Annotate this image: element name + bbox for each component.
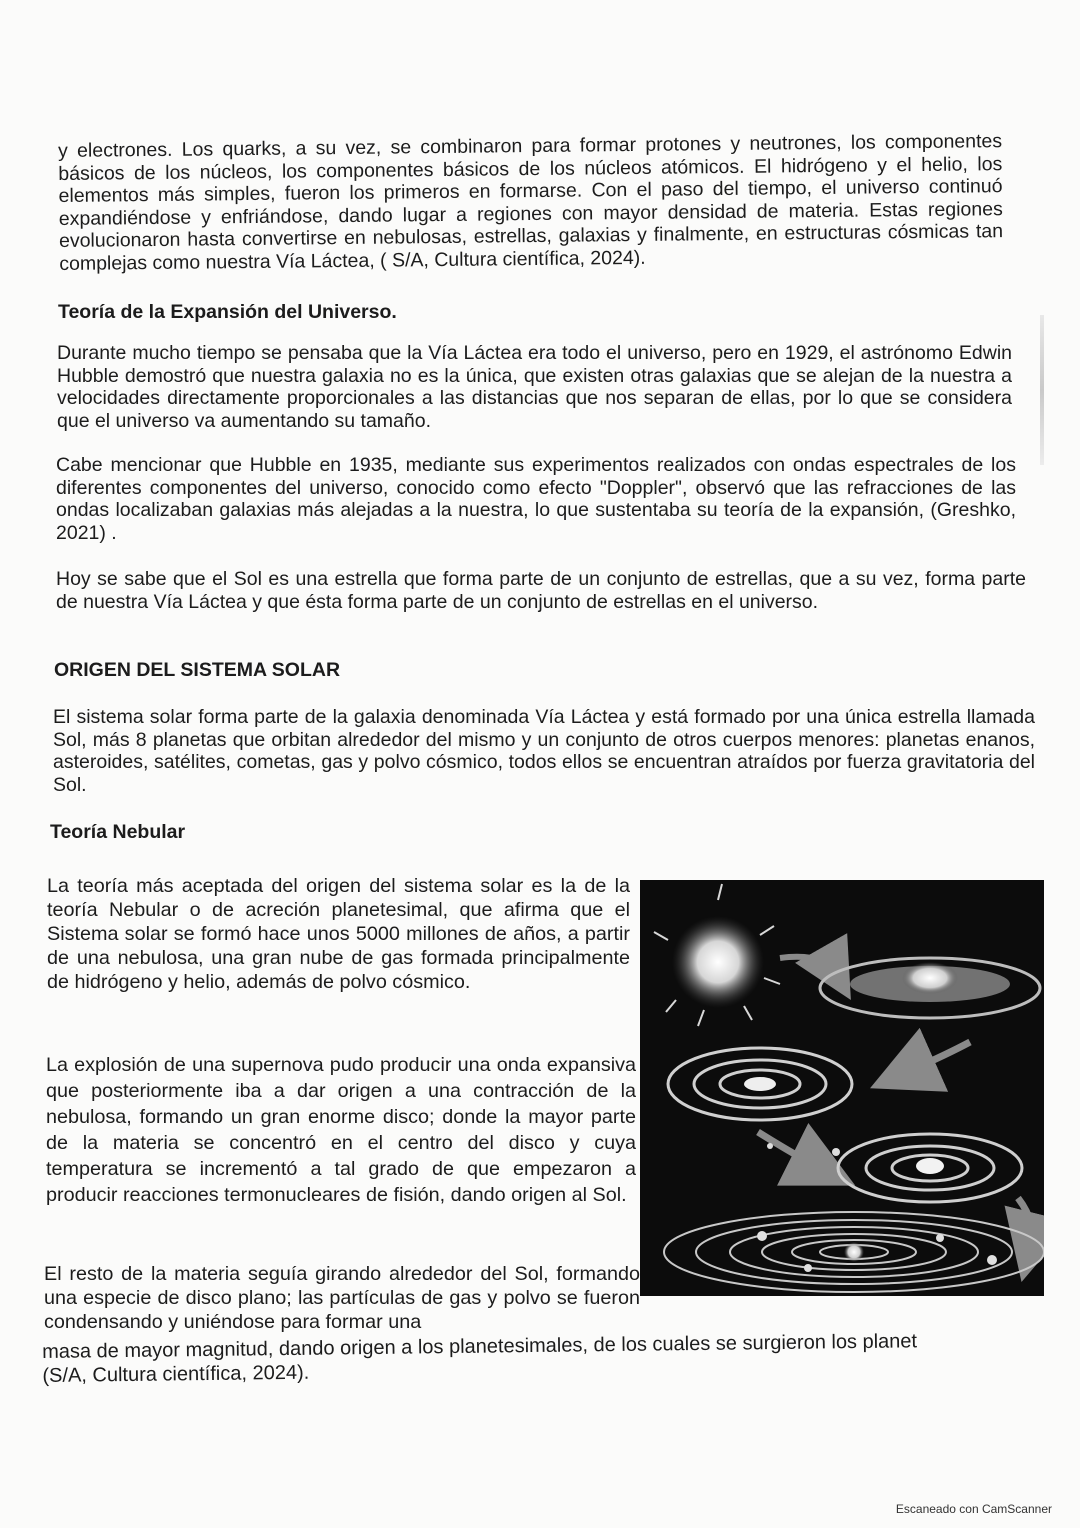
paragraph-nebular-2: La explosión de una supernova pudo producir una onda expansiva que posteriormente iba a dar origen a una contracción de la nebulosa, formando un gran enorme disco; donde la mayor parte de la materia se concentró en el centro del disco y cuya temperatura se incrementó a tal grado de que empezaron a producir reacciones termonucleares de fisión, dando origen al Sol. [46, 1054, 636, 1206]
scanner-watermark: Escaneado con CamScanner [895, 1502, 1052, 1516]
nebular-theory-illustration [640, 880, 1044, 1296]
paragraph-nebular-3-end: masa de mayor magnitud, dando origen a los planetesimales, de los cuales se surgieron los planet [42, 1330, 918, 1363]
heading-expansion-theory: Teoría de la Expansión del Universo. [58, 301, 397, 323]
arrow-3 [758, 1132, 824, 1170]
paragraph-intro: y electrones. Los quarks, a su vez, se combinaron para formar protones y neutrones, los componentes básicos de los núcleos, los componentes básicos de los núcleos atómicos. El hidrógeno y el helio, los elementos más simples, fueron los primeros en formarse. Con el paso del tiempo, el universo continuó expandiéndose y enfriándose, dando lugar a regiones con mayor densidad de materia. Estas regiones evolucionaron hasta convertirse en nebulosas, estrellas, galaxias y finalmente, en estructuras cósmicas tan complejas como nuestra Vía Láctea, ( S/A, Cultura científica, 2024). [58, 130, 1004, 275]
paragraph-nebular-3-citation: (S/A, Cultura científica, 2024). [42, 1361, 310, 1387]
paragraph-solar-system: El sistema solar forma parte de la galaxia denominada Vía Láctea y está formado por una única estrella llamada Sol, más 8 planetas que orbitan alrededor del mismo y un conjunto de otros cuerpos menores: planetas enanos, asteroides, satélites, cometas, gas y polvo cósmico, todos ellos se encuentran atraídos por fuerza gravitatoria del Sol. [53, 706, 1035, 796]
paragraph-hubble-1935: Cabe mencionar que Hubble en 1935, mediante sus experimentos realizados con ondas espectrales de los diferentes componentes del universo, conocido como efecto "Doppler", observó que las refracciones de las ondas localizaban galaxias más alejadas a la nuestra, lo que sustentaba su teoría de la expansión, (Greshko, 2021) . [56, 454, 1016, 544]
contracting-disk-stage [668, 1048, 852, 1120]
nebula-disk-stage [820, 958, 1040, 1018]
arrow-4 [1018, 1198, 1032, 1248]
heading-nebular-theory: Teoría Nebular [50, 821, 186, 843]
supernova-stage [654, 884, 780, 1026]
arrow-2 [902, 1042, 970, 1074]
arrow-1 [780, 957, 836, 974]
protoplanetary-disk-stage [767, 1134, 1022, 1202]
solar-system-stage [664, 1212, 1044, 1292]
paragraph-nebular-3-continuation [42, 1328, 1037, 1388]
paragraph-nebular-1: La teoría más aceptada del origen del sistema solar es la de la teoría Nebular o de acreción planetesimal, que afirma que el Sistema solar se formó hace unos 5000 millones de años, a partir de una nebulosa, una gran nube de gas formada principalmente de hidrógeno y helio, además de polvo cósmico. [47, 875, 630, 993]
paragraph-nebular-3: El resto de la materia seguía girando alrededor del Sol, formando una especie de disco plano; las partículas de gas y polvo se fueron condensando y uniéndose para formar una [44, 1263, 640, 1333]
paragraph-hubble-1929: Durante mucho tiempo se pensaba que la Vía Láctea era todo el universo, pero en 1929, el astrónomo Edwin Hubble demostró que nuestra galaxia no es la única, que existen otras galaxias que se alejan de la nuestra a velocidades directamente proporcionales a las distancias que nos separan de ellas, por lo que se considera que el universo va aumentando su tamaño. [57, 342, 1012, 432]
scan-edge-shadow [1040, 315, 1044, 465]
paragraph-sun-today: Hoy se sabe que el Sol es una estrella que forma parte de un conjunto de estrellas, que a su vez, forma parte de nuestra Vía Láctea y que ésta forma parte de un conjunto de estrellas en el universo. [56, 568, 1026, 613]
heading-solar-system-origin: ORIGEN DEL SISTEMA SOLAR [54, 659, 341, 681]
